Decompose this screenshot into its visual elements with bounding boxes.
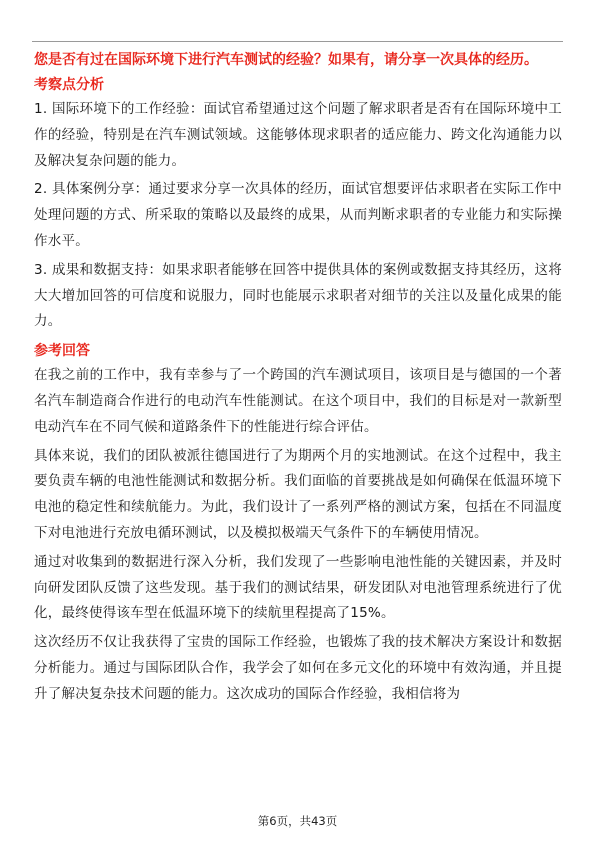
answer-paragraph: 在我之前的工作中，我有幸参与了一个跨国的汽车测试项目，该项目是与德国的一个著名汽车制造商合作进行的电动汽车性能测试。在这个项目中，我们的目标是对一款新型电动汽车在不同气候和道路条件下的性能进行综合评估。: [34, 367, 562, 435]
interview-question: 您是否有过在国际环境下进行汽车测试的经验？如果有，请分享一次具体的经历。: [34, 52, 538, 68]
answer-heading: 参考回答: [34, 343, 90, 360]
analysis-point: 3. 成果和数据支持：如果求职者能够在回答中提供具体的案例或数据支持其经历，这将大大增加回答的可信度和说服力，同时也能展示求职者对细节的关注以及量化成果的能力。: [34, 261, 562, 330]
page-number: 第6页，共43页: [257, 814, 338, 828]
analysis-point: 2. 具体案例分享：通过要求分享一次具体的经历，面试官想要评估求职者在实际工作中处理问题的方式、所采取的策略以及最终的成果，从而判断求职者的专业能力和实际操作水平。: [34, 181, 562, 249]
answer-paragraph: 通过对收集到的数据进行深入分析，我们发现了一些影响电池性能的关键因素，并及时向研发团队反馈了这些发现。基于我们的测试结果，研发团队对电池管理系统进行了优化，最终使得该车型在低温环境下的续航里程提高了15%。: [34, 553, 562, 622]
answer-paragraph: 具体来说，我们的团队被派往德国进行了为期两个月的实地测试。在这个过程中，我主要负责车辆的电池性能测试和数据分析。我们面临的首要挑战是如何确保在低温环境下电池的稳定性和续航能力。为此，我们设计了一系列严格的测试方案，包括在不同温度下对电池进行充放电循环测试，以及模拟极端天气条件下的车辆使用情况。: [34, 447, 562, 541]
analysis-heading: 考察点分析: [34, 77, 104, 93]
answer-paragraph: 这次经历不仅让我获得了宝贵的国际工作经验，也锻炼了我的技术解决方案设计和数据分析能力。通过与国际团队合作，我学会了如何在多元文化的环境中有效沟通，并且提升了解决复杂技术问题的能力。这次成功的国际合作经验，我相信将为: [34, 634, 562, 702]
document-body: [34, 49, 562, 711]
top-divider: [32, 41, 563, 42]
analysis-point: 1. 国际环境下的工作经验：面试官希望通过这个问题了解求职者是否有在国际环境中工作的经验，特别是在汽车测试领域。这能够体现求职者的适应能力、跨文化沟通能力以及解决复杂问题的能力。: [34, 101, 562, 169]
